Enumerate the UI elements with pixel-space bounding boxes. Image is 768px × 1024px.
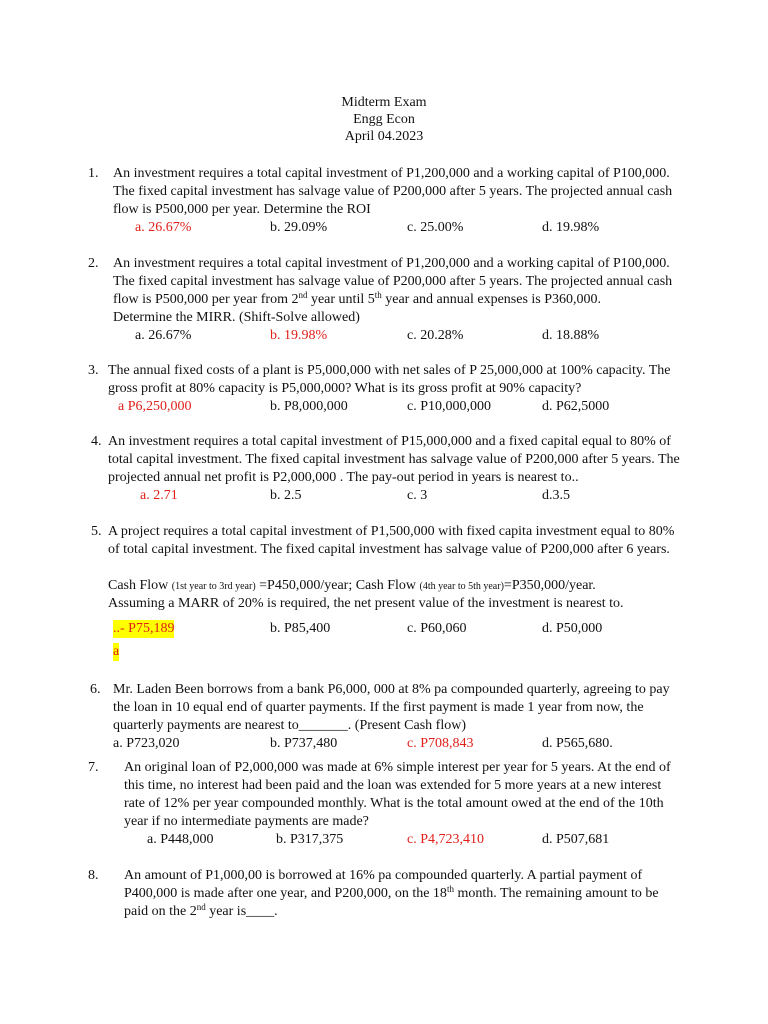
option-c: c. P60,060 — [407, 621, 467, 636]
option-d: d. P50,000 — [542, 621, 603, 636]
question-number: 6. — [90, 682, 101, 697]
answer-options — [0, 735, 768, 753]
question-number: 4. — [91, 434, 102, 449]
option-a: a. 2.71 — [140, 488, 178, 503]
question-text: gross profit at 80% capacity is P5,000,000? What is its gross profit at 90% capacity? — [108, 381, 582, 396]
question-number: 8. — [88, 868, 99, 883]
question-text: of total capital investment. The fixed capital investment has salvage value of P200,000 after 6 years. — [108, 542, 670, 557]
question-text: paid on the 2nd year is____. — [124, 902, 278, 919]
question-number: 5. — [91, 524, 102, 539]
question-number: 2. — [88, 256, 99, 271]
answer-options — [0, 620, 768, 638]
option-a: a. P723,020 — [113, 736, 180, 751]
question-text: flow is P500,000 per year from 2nd year until 5th year and annual expenses is P360,000. — [113, 290, 602, 307]
question-text: A project requires a total capital investment of P1,500,000 with fixed capita investment equal to 80% — [108, 524, 675, 539]
question-text: An investment requires a total capital investment of P1,200,000 and a working capital of P100,000. — [113, 256, 670, 271]
option-b: b. 29.09% — [270, 220, 328, 235]
question-text: flow is P500,000 per year. Determine the ROI — [113, 202, 371, 217]
exam-title: Midterm Exam — [341, 95, 427, 110]
question-text: Determine the MIRR. (Shift-Solve allowed) — [113, 310, 360, 325]
option-d: d. P565,680. — [542, 736, 613, 751]
option-b: b. P8,000,000 — [270, 399, 348, 414]
option-a: a. P448,000 — [147, 832, 214, 847]
option-a: a P6,250,000 — [118, 399, 192, 414]
cash-flow-text: Cash Flow (1st year to 3rd year) =P450,000/year; Cash Flow (4th year to 5th year)=P350,000/year. — [108, 578, 596, 593]
option-c: c. 25.00% — [407, 220, 464, 235]
question-number: 7. — [88, 760, 99, 775]
question-text: An investment requires a total capital investment of P1,200,000 and a working capital of P100,000. — [113, 166, 670, 181]
question-text: The annual fixed costs of a plant is P5,000,000 with net sales of P 25,000,000 at 100% capacity. The — [108, 363, 671, 378]
question-text: the loan in 10 equal end of quarter payments. If the first payment is made 1 year from now, the — [113, 700, 644, 715]
answer-options — [0, 487, 768, 505]
option-c: c. P10,000,000 — [407, 399, 491, 414]
question-number: 1. — [88, 166, 99, 181]
answer-options — [0, 219, 768, 237]
question-text: Mr. Laden Been borrows from a bank P6,000, 000 at 8% pa compounded quarterly, agreeing to pay — [113, 682, 670, 697]
question-text: projected annual net profit is P2,000,000 . The pay-out period in years is nearest to.. — [108, 470, 579, 485]
answer-options — [0, 327, 768, 345]
option-c: c. 3 — [407, 488, 428, 503]
exam-date: April 04.2023 — [344, 129, 424, 144]
option-b: b. P85,400 — [270, 621, 331, 636]
question-text: An investment requires a total capital investment of P15,000,000 and a fixed capital equal to 80% of — [108, 434, 671, 449]
exam-header — [0, 94, 768, 145]
option-b: b. P317,375 — [276, 832, 344, 847]
question-number: 3. — [88, 363, 99, 378]
option-a: a. 26.67% — [135, 220, 192, 235]
option-a: ..- P75,189 — [113, 621, 175, 636]
question-text: The fixed capital investment has salvage value of P200,000 after 5 years. The projected annual cash — [113, 274, 673, 289]
option-d: d. 18.88% — [542, 328, 600, 343]
option-d: d. 19.98% — [542, 220, 600, 235]
option-c: c. P4,723,410 — [407, 832, 484, 847]
option-a: a. 26.67% — [135, 328, 192, 343]
option-a-marker: a — [113, 644, 120, 659]
question-text: An original loan of P2,000,000 was made at 6% simple interest per year for 5 years. At the end of — [124, 760, 671, 775]
option-b: b. P737,480 — [270, 736, 338, 751]
option-c: c. 20.28% — [407, 328, 464, 343]
question-text: year if no intermediate payments are made? — [124, 814, 369, 829]
option-d: d.3.5 — [542, 488, 570, 503]
answer-options — [0, 398, 768, 416]
question-text: The fixed capital investment has salvage value of P200,000 after 5 years. The projected annual cash — [113, 184, 673, 199]
option-b: b. 2.5 — [270, 488, 302, 503]
question-text: quarterly payments are nearest to_______. (Present Cash flow) — [113, 718, 467, 733]
question-text: total capital investment. The fixed capital investment has salvage value of P200,000 after 5 years. The — [108, 452, 680, 467]
course-name: Engg Econ — [353, 112, 415, 127]
option-d: d. P62,5000 — [542, 399, 610, 414]
question-text: Assuming a MARR of 20% is required, the net present value of the investment is nearest to. — [108, 596, 624, 611]
question-text: this time, no interest had been paid and the loan was extended for 5 more years at a new interest — [124, 778, 662, 793]
option-d: d. P507,681 — [542, 832, 610, 847]
answer-options — [0, 831, 768, 849]
question-text: rate of 12% per year compounded monthly. What is the total amount owed at the end of the 10th — [124, 796, 664, 811]
option-c: c. P708,843 — [407, 736, 474, 751]
option-b: b. 19.98% — [270, 328, 328, 343]
question-text: P400,000 is made after one year, and P200,000, on the 18th month. The remaining amount to be — [124, 884, 659, 901]
question-text: An amount of P1,000,00 is borrowed at 16% pa compounded quarterly. A partial payment of — [124, 868, 643, 883]
